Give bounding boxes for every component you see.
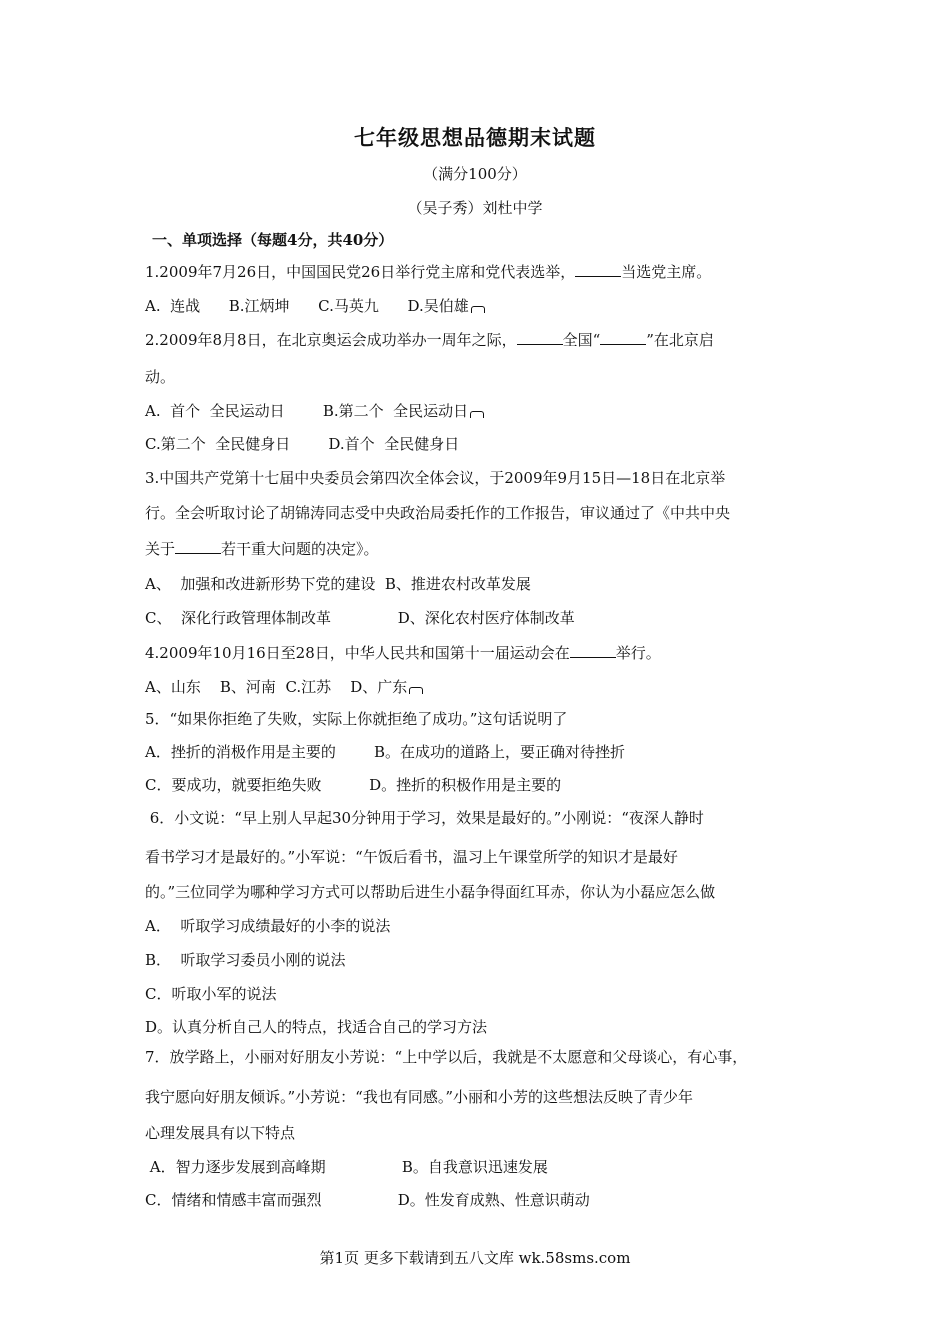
question-line (145, 1123, 295, 1143)
line-text: C．情绪和情感丰富而强烈 D。性发育成熟、性意识萌动 (145, 1191, 590, 1209)
question-line (145, 574, 531, 594)
line-text: 我宁愿向好朋友倾诉。”小芳说：“我也有同感。”小丽和小芳的这些想法反映了青少年 (145, 1088, 694, 1106)
question-line (145, 882, 715, 902)
line-text: A、 加强和改进新形势下党的建设 B、推进农村改革发展 (145, 575, 531, 593)
answer-blank (517, 330, 563, 345)
question-line (145, 330, 714, 350)
page-title: 七年级思想品德期末试题 (354, 125, 596, 150)
question-line (145, 916, 390, 936)
line-text: 的。”三位同学为哪种学习方式可以帮助后进生小磊争得面红耳赤，你认为小磊应怎么做 (145, 883, 716, 901)
question-line (145, 1157, 548, 1177)
author-subtitle: （吴子秀）刘杜中学 (407, 199, 543, 217)
question-line (145, 468, 725, 488)
correction-mark-icon (409, 687, 423, 694)
question-line (145, 847, 678, 867)
answer-blank (575, 262, 621, 277)
question-line (145, 608, 575, 628)
page-footer: 第1页 更多下载请到五八文库 wk.58sms.com (319, 1249, 631, 1267)
line-text: A．挫折的消极作用是主要的 B。在成功的道路上，要正确对待挫折 (145, 743, 626, 761)
line-text: C．听取小军的说法 (145, 985, 277, 1003)
line-text: C.第二个 全民健身日 D.首个 全民健身日 (145, 435, 460, 453)
question-line (145, 643, 661, 663)
question-line (145, 434, 459, 454)
question-line (145, 401, 484, 421)
question-line (145, 1190, 590, 1210)
line-text-after-blank: 全国“ (562, 331, 601, 349)
line-text: 3.中国共产党第十七届中央委员会第四次全体会议，于2009年9月15日—18日在北京举 (145, 469, 726, 487)
line-text: A．智力逐步发展到高峰期 B。自我意识迅速发展 (145, 1158, 548, 1176)
answer-blank (570, 643, 616, 658)
question-line (145, 1087, 693, 1107)
line-text: D。认真分析自己人的特点，找适合自己的学习方法 (145, 1018, 488, 1036)
question-line (145, 296, 485, 316)
question-line (145, 367, 175, 387)
line-text-after-blank: 当选党主席。 (621, 263, 712, 281)
line-text: C、 深化行政管理体制改革 D、深化农村医疗体制改革 (145, 609, 575, 627)
line-text: B． 听取学习委员小刚的说法 (145, 951, 346, 969)
line-text: 关于 (145, 540, 176, 558)
question-line (145, 984, 276, 1004)
line-text-after-blank: ”在北京启 (646, 331, 714, 349)
question-line (145, 262, 711, 282)
answer-blank (600, 330, 646, 345)
question-line (145, 775, 561, 795)
question-line (145, 1017, 487, 1037)
question-line (145, 742, 625, 762)
line-text: A、山东 B、河南 C.江苏 D、广东 (145, 678, 408, 696)
line-text: A． 听取学习成绩最好的小李的说法 (145, 917, 391, 935)
question-line (145, 503, 730, 523)
line-text: A. 首个 全民运动日 B.第二个 全民运动日 (145, 402, 469, 420)
question-line (145, 950, 346, 970)
question-line (145, 808, 704, 828)
line-text: 4.2009年10月16日至28日，中华人民共和国第十一届运动会在 (145, 644, 570, 662)
question-line (145, 539, 379, 559)
line-text: 1.2009年7月26日，中国国民党26日举行党主席和党代表选举， (145, 263, 576, 281)
line-text: 2.2009年8月8日，在北京奥运会成功举办一周年之际， (145, 331, 517, 349)
line-text: 6．小文说：“早上别人早起30分钟用于学习，效果是最好的。”小刚说：“夜深人静时 (145, 809, 704, 827)
line-text: A. 连战 B.江炳坤 C.马英九 D.吴伯雄 (145, 297, 469, 315)
correction-mark-icon (471, 306, 485, 313)
question-line (145, 677, 423, 697)
line-text: 7．放学路上，小丽对好朋友小芳说：“上中学以后，我就是不太愿意和父母谈心，有心事， (145, 1048, 748, 1066)
correction-mark-icon (470, 411, 484, 418)
question-line (145, 1047, 747, 1067)
line-text: 心理发展具有以下特点 (145, 1124, 296, 1142)
line-text: 动。 (145, 368, 176, 386)
answer-blank (175, 539, 221, 554)
line-text: 5．“如果你拒绝了失败，实际上你就拒绝了成功。”这句话说明了 (145, 710, 568, 728)
question-line (145, 709, 567, 729)
line-text-after-blank: 举行。 (615, 644, 661, 662)
line-text: 行。全会听取讨论了胡锦涛同志受中央政治局委托作的工作报告，审议通过了《中共中央 (145, 504, 731, 522)
line-text: C．要成功，就要拒绝失败 D。挫折的积极作用是主要的 (145, 776, 562, 794)
section-heading: 一、单项选择（每题4分，共40分） (152, 231, 394, 249)
line-text: 看书学习才是最好的。”小军说：“午饭后看书，温习上午课堂所学的知识才是最好 (145, 848, 678, 866)
score-subtitle: （满分100分） (423, 165, 527, 183)
line-text-after-blank: 若干重大问题的决定》。 (221, 540, 379, 558)
